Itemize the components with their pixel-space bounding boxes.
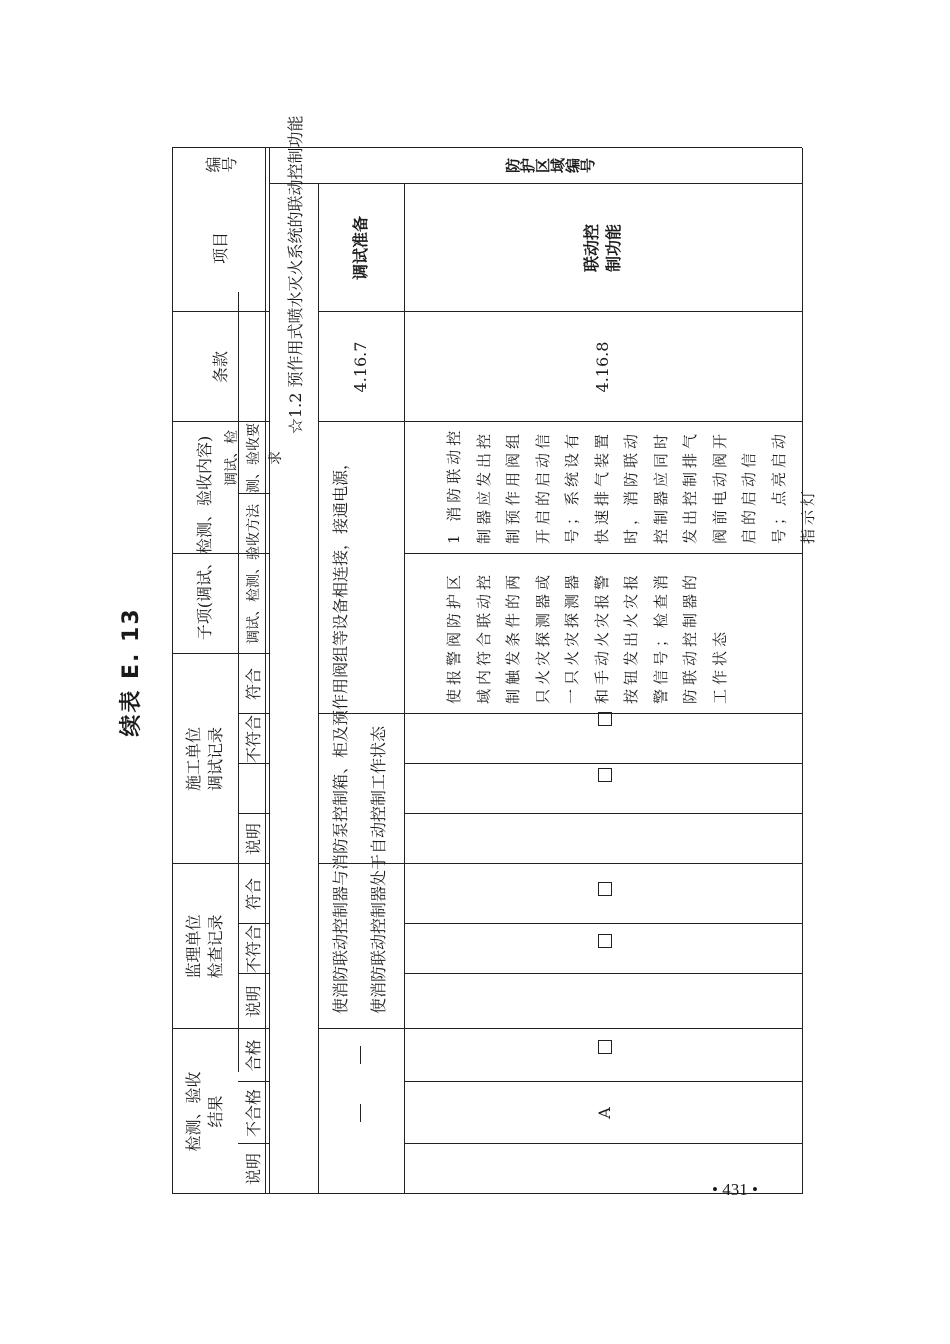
row2-clause: 4.16.8 bbox=[593, 341, 612, 393]
header-supervision-shuoming: 说明 bbox=[243, 985, 263, 1018]
row1-content: 使消防联动控制器与消防泵控制箱、柜及预作用阀组等设备相连接，接通电源， 使消防联动控制器处于自动控制工作状态 bbox=[331, 453, 388, 1014]
supervision-fu-checkbox[interactable] bbox=[598, 882, 612, 896]
header-supervision-bufu: 不符合 bbox=[243, 925, 263, 974]
construction-fu-checkbox[interactable] bbox=[598, 712, 612, 726]
page-number: • 431 • bbox=[712, 1180, 758, 1199]
table-border-right bbox=[802, 148, 803, 1194]
construction-bufu-checkbox[interactable] bbox=[598, 768, 612, 782]
row2-method: 使报警阀防护区域内符合联动控制触发条件的两只火灾探测器或一只火灾探测器和手动火灾报警按钮发出火灾报警信号；检查消防联动控制器的工作状态 bbox=[445, 570, 729, 704]
header-construction-shuoming: 说明 bbox=[243, 823, 263, 856]
table-title: 续表 E. 13 bbox=[119, 607, 144, 737]
row2-requirement: 1 消防联动控制器应发出控制预作用阀组开启的启动信号；系统设有快速排气装置时，消防联动控制器应同时发出控制排气阀前电动阀开启的启动信号；点亮启动指示灯 bbox=[445, 426, 817, 544]
row1-project: 调试准备 bbox=[351, 216, 370, 281]
header-result-shuoming: 说明 bbox=[243, 1153, 263, 1186]
zone-label: 防护区域编号 bbox=[505, 157, 595, 175]
header-method: 调试、检测、验收方法 bbox=[245, 504, 262, 644]
row1-result-fail bbox=[360, 1104, 361, 1122]
header-result-hege: 合格 bbox=[243, 1039, 263, 1072]
header-clause: 条款 bbox=[210, 351, 230, 384]
header-construction-bufu: 不符合 bbox=[243, 715, 263, 764]
header-supervision: 监理单位 检查记录 bbox=[184, 914, 225, 979]
header-no: 编号 bbox=[204, 156, 237, 175]
header-supervision-fu: 符合 bbox=[243, 878, 263, 911]
row2-project: 联动控制功能 bbox=[582, 224, 623, 273]
row1-clause: 4.16.7 bbox=[351, 341, 370, 393]
header-construction-fu: 符合 bbox=[243, 668, 263, 701]
header-subitem: 子项(调试、检测、验收内容) bbox=[195, 435, 214, 641]
section-title: ☆1.2 预作用式喷水灭火系统的联动控制功能 bbox=[285, 115, 305, 434]
result-fail-mark: A bbox=[595, 1107, 614, 1119]
result-pass-checkbox[interactable] bbox=[598, 1040, 612, 1054]
supervision-bufu-checkbox[interactable] bbox=[598, 934, 612, 948]
header-result-buhege: 不合格 bbox=[243, 1089, 263, 1138]
row1-result-pass bbox=[360, 1046, 361, 1064]
header-requirement: 调试、检测、验收要求 bbox=[223, 423, 284, 493]
header-project: 项目 bbox=[210, 232, 230, 265]
header-result: 检测、验收 结果 bbox=[184, 1071, 225, 1152]
header-construction: 施工单位 调试记录 bbox=[184, 727, 225, 792]
